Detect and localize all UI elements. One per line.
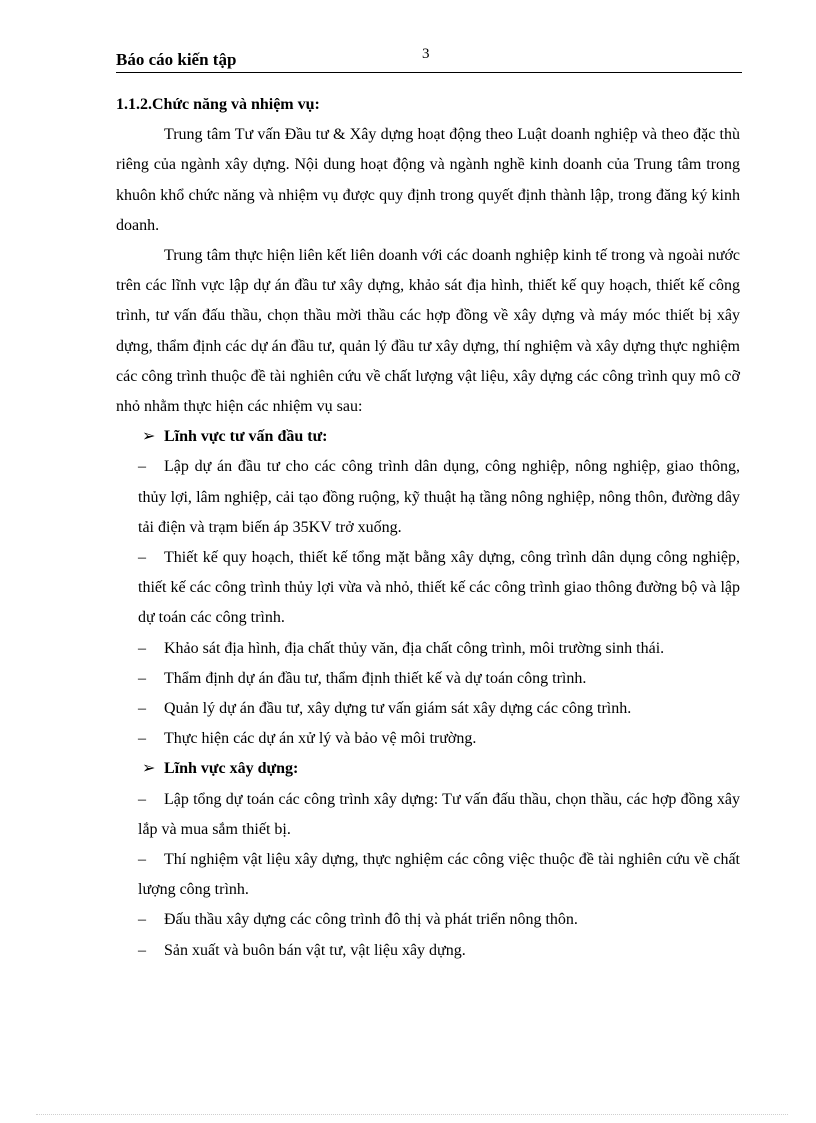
list-item-text: Đấu thầu xây dựng các công trình đô thị và phát triển nông thôn. [164, 911, 578, 929]
list-item [116, 936, 740, 966]
list-item-text: Thực hiện các dự án xử lý và bảo vệ môi trường. [164, 730, 477, 748]
paragraph: Trung tâm Tư vấn Đầu tư & Xây dựng hoạt động theo Luật doanh nghiệp và theo đặc thù riêng của ngành xây dựng. Nội dung hoạt động và ngành nghề kinh doanh của Trung tâm trong khuôn khổ chức năng và nhiệm vụ được quy định trong quyết định thành lập, trong đăng ký kinh doanh. [116, 126, 740, 234]
list-item-text: Khảo sát địa hình, địa chất thủy văn, địa chất công trình, môi trường sinh thái. [164, 639, 665, 657]
list-item [116, 724, 740, 754]
dash-bullet: – [138, 669, 146, 687]
arrow-bullet-icon: ➢ [142, 428, 156, 446]
list-item [116, 634, 740, 664]
subsection-heading [116, 422, 740, 452]
dash-bullet: – [138, 700, 146, 718]
list-item-text: Quản lý dự án đầu tư, xây dựng tư vấn giám sát xây dựng các công trình. [164, 700, 632, 718]
list-item-text: Thẩm định dự án đầu tư, thẩm định thiết kế và dự toán công trình. [164, 669, 587, 687]
list-item [116, 785, 740, 845]
list-item [116, 694, 740, 724]
dash-bullet: – [138, 851, 146, 869]
list-item [116, 845, 740, 905]
header-title: Báo cáo kiến tập [116, 50, 237, 69]
dash-bullet: – [138, 549, 146, 567]
list-item-text: Sản xuất và buôn bán vật tư, vật liệu xây dựng. [164, 941, 466, 959]
paragraph: Trung tâm thực hiện liên kết liên doanh với các doanh nghiệp kinh tế trong và ngoài nước trên các lĩnh vực lập dự án đầu tư xây dựng, khảo sát địa hình, thiết kế quy hoạch, thiết kế công trình, tư vấn đấu thầu, chọn thầu mời thầu các hợp đồng về xây dựng và máy móc thiết bị xây dựng, thẩm định các dự án đầu tư, quản lý đầu tư xây dựng, thí nghiệm và xây dựng thực nghiệm các công trình thuộc đề tài nghiên cứu về chất lượng vật liệu, xây dựng các công trình quy mô cỡ nhỏ nhằm thực hiện các nhiệm vụ sau: [116, 247, 740, 416]
dash-bullet: – [138, 790, 146, 808]
dash-bullet: – [138, 639, 146, 657]
dash-bullet: – [138, 911, 146, 929]
dash-bullet: – [138, 730, 146, 748]
page-bottom-divider [36, 1114, 788, 1115]
dash-bullet: – [138, 941, 146, 959]
list-item-text: Lập tổng dự toán các công trình xây dựng: Tư vấn đấu thầu, chọn thầu, các hợp đồng xây lắp và mua sắm thiết bị. [138, 790, 740, 838]
arrow-bullet-icon: ➢ [142, 760, 156, 778]
list-item-text: Thiết kế quy hoạch, thiết kế tổng mặt bằng xây dựng, công trình dân dụng công nghiệp, thiết kế các công trình thủy lợi vừa và nhỏ, thiết kế các công trình giao thông đường bộ và lập dự toán các công trình. [138, 549, 740, 627]
page-header [116, 48, 742, 73]
section-heading: 1.1.2.Chức năng và nhiệm vụ: [116, 96, 320, 113]
page-number: 3 [422, 46, 430, 62]
list-item-text: Thí nghiệm vật liệu xây dựng, thực nghiệm các công việc thuộc đề tài nghiên cứu về chất lượng công trình. [138, 851, 740, 899]
dash-bullet: – [138, 458, 146, 476]
list-item [116, 664, 740, 694]
subsection-heading [116, 754, 740, 784]
list-item [116, 452, 740, 543]
subsection-title: Lĩnh vực xây dựng: [164, 760, 299, 778]
list-item [116, 905, 740, 935]
list-item-text: Lập dự án đầu tư cho các công trình dân dụng, công nghiệp, nông nghiệp, giao thông, thủy lợi, lâm nghiệp, cải tạo đồng ruộng, kỹ thuật hạ tầng nông nghiệp, nông thôn, đường dây tải điện và trạm biến áp 35KV trở xuống. [138, 458, 740, 536]
list-item [116, 543, 740, 634]
page-body [116, 90, 740, 966]
subsection-title: Lĩnh vực tư vấn đầu tư: [164, 428, 328, 446]
